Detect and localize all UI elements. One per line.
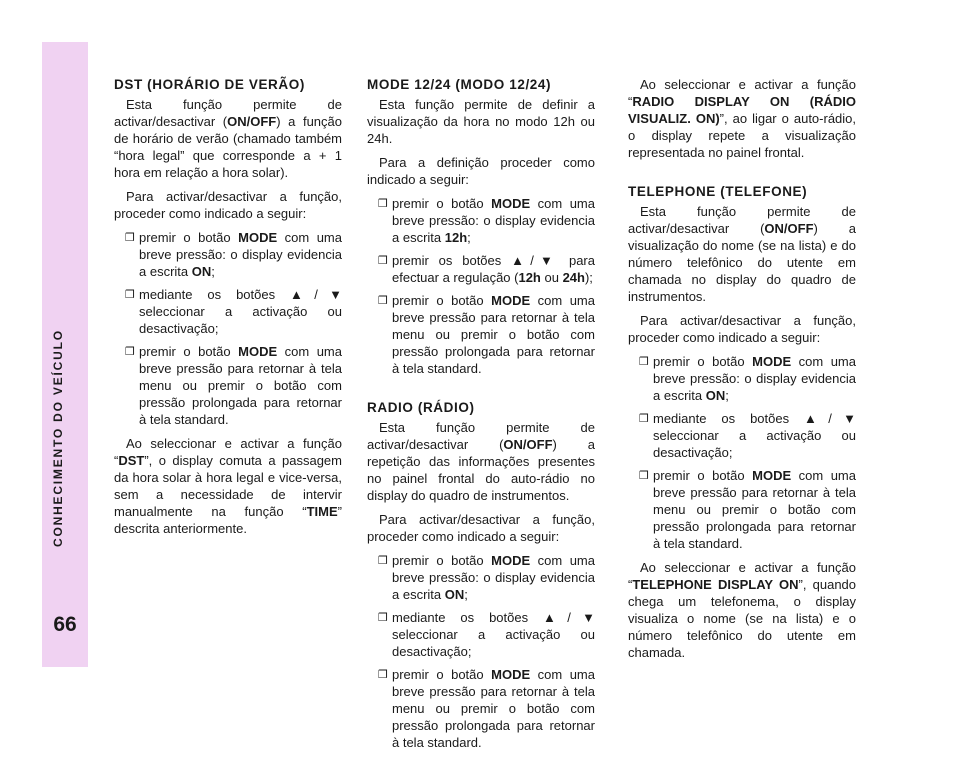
paragraph: Esta função permite de definir a visualização da hora no modo 12h ou 24h. <box>367 97 595 146</box>
list-item: ❒ mediante os botões ▲/▼ seleccionar a activação ou desactivação; <box>125 287 342 336</box>
checkbox-bullet-icon: ❒ <box>378 612 388 624</box>
checkbox-bullet-icon: ❒ <box>125 232 135 244</box>
heading-radio: RADIO (RÁDIO) <box>367 400 475 415</box>
steps-list <box>367 195 595 377</box>
list-item: ❒ premir os botões ▲/▼ para efectuar a regulação (12h ou 24h); <box>378 253 595 285</box>
list-item: ❒ mediante os botões ▲/▼ seleccionar a activação ou desactivação; <box>378 610 595 659</box>
checkbox-bullet-icon: ❒ <box>378 295 388 307</box>
list-item: ❒ premir o botão MODE com uma breve pressão: o display evidencia a escrita 12h; <box>378 196 595 245</box>
steps-list <box>114 229 342 428</box>
paragraph: Para activar/desactivar a função, proceder como indicado a seguir: <box>114 189 342 221</box>
heading-mode-12-24: MODE 12/24 (MODO 12/24) <box>367 77 552 92</box>
paragraph: Esta função permite de activar/desactivar (ON/OFF) a função de horário de verão (chamado também “hora legal” que corresponde a + 1 hora em relação a hora solar). <box>114 97 342 180</box>
paragraph: Para activar/desactivar a função, proceder como indicado a seguir: <box>367 512 595 544</box>
checkbox-bullet-icon: ❒ <box>639 470 649 482</box>
column-2 <box>367 76 595 758</box>
list-item: ❒ premir o botão MODE com uma breve pressão para retornar à tela menu ou premir o botão com pressão prolongada para retornar à tela standard. <box>378 293 595 376</box>
heading-dst: DST (HORÁRIO DE VERÃO) <box>114 77 305 92</box>
paragraph: Esta função permite de activar/desactivar (ON/OFF) a visualização do nome (se na lista) e do número telefônico do utente em chamada no display do quadro de instrumentos. <box>628 204 856 304</box>
checkbox-bullet-icon: ❒ <box>378 198 388 210</box>
checkbox-bullet-icon: ❒ <box>125 346 135 358</box>
list-item: ❒ premir o botão MODE com uma breve pressão para retornar à tela menu ou premir o botão com pressão prolongada para retornar à tela standard. <box>639 468 856 551</box>
paragraph: Esta função permite de activar/desactivar (ON/OFF) a repetição das informações presentes no painel frontal do auto-rádio no display do quadro de instrumentos. <box>367 420 595 503</box>
checkbox-bullet-icon: ❒ <box>378 255 388 267</box>
column-3 <box>628 76 856 668</box>
steps-list <box>628 353 856 552</box>
list-item: ❒ premir o botão MODE com uma breve pressão: o display evidencia a escrita ON; <box>639 354 856 403</box>
paragraph: Para activar/desactivar a função, proceder como indicado a seguir: <box>628 313 856 345</box>
heading-telephone: TELEPHONE (TELEFONE) <box>628 184 808 199</box>
checkbox-bullet-icon: ❒ <box>639 356 649 368</box>
checkbox-bullet-icon: ❒ <box>378 555 388 567</box>
checkbox-bullet-icon: ❒ <box>378 669 388 681</box>
list-item: ❒ premir o botão MODE com uma breve pressão para retornar à tela menu ou premir o botão com pressão prolongada para retornar à tela standard. <box>125 344 342 427</box>
checkbox-bullet-icon: ❒ <box>125 289 135 301</box>
column-1 <box>114 76 342 544</box>
list-item: ❒ premir o botão MODE com uma breve pressão para retornar à tela menu ou premir o botão com pressão prolongada para retornar à tela standard. <box>378 667 595 750</box>
page-number: 66 <box>53 613 77 636</box>
paragraph: Ao seleccionar e activar a função “TELEPHONE DISPLAY ON”, quando chega um telefonema, o display visualiza o nome (se na lista) e o número telefônico do utente em chamada. <box>628 560 857 660</box>
checkbox-bullet-icon: ❒ <box>639 413 649 425</box>
paragraph: Ao seleccionar e activar a função “RADIO DISPLAY ON (RÁDIO VISUALIZ. ON)”, ao ligar o auto-rádio, o display repete a visualização representada no painel frontal. <box>628 77 857 160</box>
steps-list <box>367 552 595 751</box>
list-item: ❒ mediante os botões ▲/▼ seleccionar a activação ou desactivação; <box>639 411 856 460</box>
section-title-vertical: CONHECIMENTO DO VEÍCULO <box>51 329 65 547</box>
paragraph: Ao seleccionar e activar a função “DST”, o display comuta a passagem da hora solar à hora legal e vice-versa, sem a necessidade de intervir manualmente na função “TIME” descrita anteriormente. <box>114 436 342 536</box>
paragraph: Para a definição proceder como indicado a seguir: <box>367 155 595 187</box>
list-item: ❒ premir o botão MODE com uma breve pressão: o display evidencia a escrita ON; <box>378 553 595 602</box>
list-item: ❒ premir o botão MODE com uma breve pressão: o display evidencia a escrita ON; <box>125 230 342 279</box>
